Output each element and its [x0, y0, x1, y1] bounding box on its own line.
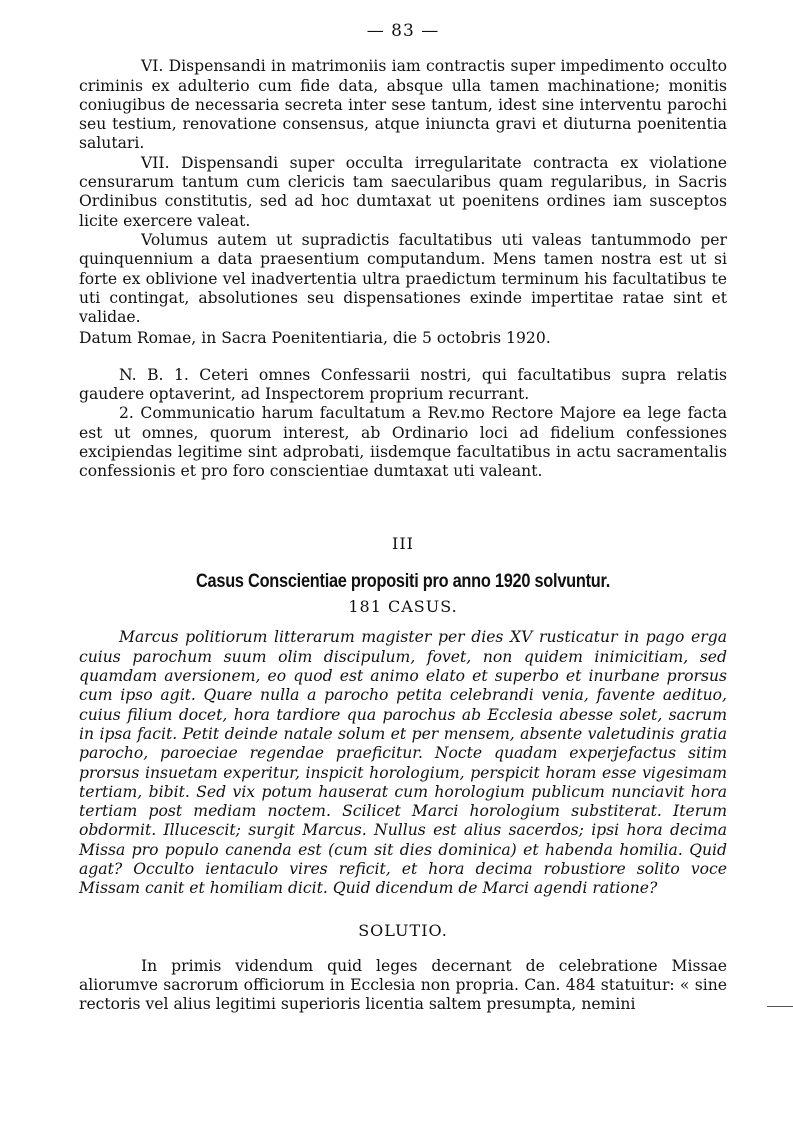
document-page	[79, 22, 727, 1015]
solutio-heading: SOLUTIO.	[358, 920, 448, 940]
paragraph-vii: VII. Dispensandi super occulta irregularitate contracta ex violatione censurarum tantum cum clericis tam saecularibus quam regularibus, in Sacris Ordinibus constitutis, sed ad hoc dumtaxat ut poenitens ordines iam susceptos licite exercere valeat.	[79, 153, 727, 230]
paragraph-vi: VI. Dispensandi in matrimoniis iam contractis super impedimento occulto criminis ex adulterio cum fide data, absque ulla tamen machinatione; monitis coniugibus de necessaria secreta inter sese tantum, idest sine interventu parochi seu testium, renovatione consensus, atque iniuncta gravi et diuturna poenitentia salutari.	[79, 57, 727, 153]
section-number: III	[392, 533, 414, 553]
page-number: — 83 —	[366, 21, 440, 41]
section-title: Casus Conscientiae propositi pro anno 1920 solvuntur.	[195, 570, 610, 592]
margin-dash	[767, 1006, 793, 1007]
casus-text: Marcus politiorum litterarum magister per dies XV rusticatur in pago erga cuius parochum suum olim discipulum, fovet, non quidem inimicitiam, sed quamdam aversionem, eo quod est animo elato et superbo et inurbane prorsus cum ipso agit. Quare nulla a parocho petita celebrandi venia, favente aedituo, cuius filium docet, hora tardiore qua parochus ab Ecclesia abesse solet, sacrum in ipsa facit. Petit deinde natale solum et per mensem, absente valetudinis gratia parocho, paroeciae regendae praeficitur. Nocte quadam experjefactus sitim prorsus insuetam experitur, inspicit horologium, perspicit horam esse vigesimam tertiam, bibit. Sed vix potum hauserat cum horologium publicum nunciavit hora tertiam post mediam noctem. Scilicet Marci horologium substiterat. Iterum obdormit. Illucescit; surgit Marcus. Nullus est alius sacerdos; ipsi hora decima Missa pro populo canenda est (cum sit dies dominica) et habenda homilia. Quid agat? Occulto ientaculo vires reficit, et hora decima robustiore solito voce Missam canit et homiliam dicit. Quid dicendum de Marci agendi ratione?	[79, 628, 727, 898]
casus-heading: 181 CASUS.	[348, 597, 458, 617]
solutio-text: In primis videndum quid leges decernant de celebratione Missae aliorumve sacrorum officiorum in Ecclesia non propria. Can. 484 statuitur: « sine rectoris vel alius legitimi superioris licentia saltem presumpta, nemini	[79, 956, 727, 1014]
paragraph-volumus: Volumus autem ut supradictis facultatibus uti valeas tantummodo per quinquennium a data praesentium computandum. Mens tamen nostra est ut si forte ex oblivione vel inadvertentia ultra praedictum terminum his facultatibus te uti contingat, absolutiones seu dispensationes exinde impertitae ratae sint et validae.	[79, 230, 727, 327]
nota-bene-2: 2. Communicatio harum facultatum a Rev.mo Rectore Majore ea lege facta est ut omnes, quorum interest, ab Ordinario loci ad fidelium confessiones excipiendas legitime sint adprobati, iisdemque facultatibus in actu sacramentalis confessionis et pro foro conscientiae dumtaxat uti valeant.	[79, 404, 727, 481]
dateline: Datum Romae, in Sacra Poenitentiaria, die 5 octobris 1920.	[79, 329, 551, 348]
nota-bene-1: N. B. 1. Ceteri omnes Confessarii nostri, qui facultatibus supra relatis gaudere optaverint, ad Inspectorem proprium recurrant.	[79, 365, 727, 404]
